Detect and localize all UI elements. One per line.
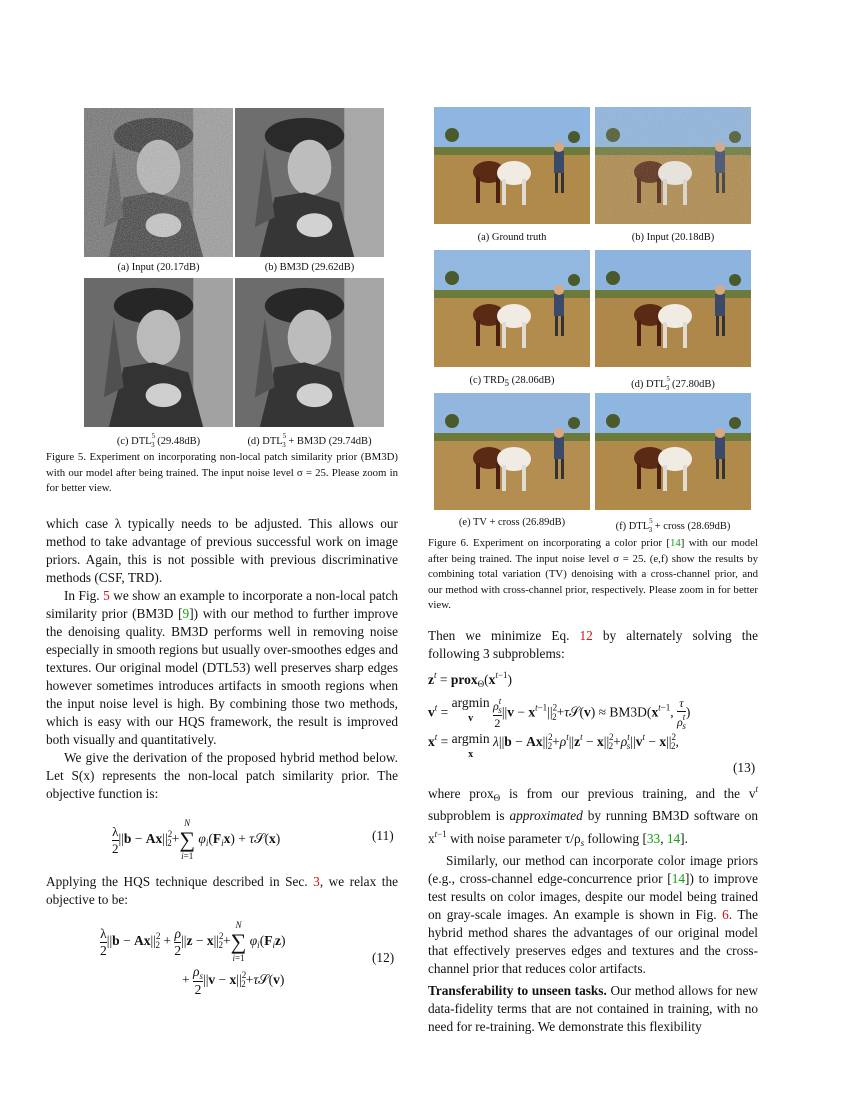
left-paragraph-1: which case λ typically needs to be adjusted. This allows our method to take advantage of previous successful work on image priors. Again, this is not possible with previous discriminative methods (CSF, TRD). — [46, 516, 398, 585]
ref-fig5-link[interactable]: 5 — [103, 588, 110, 603]
fig6-image-input — [595, 107, 751, 224]
ref-14-link[interactable]: 14 — [669, 537, 681, 549]
left-paragraph-2: In Fig. 5 we show an example to incorporate a non-local patch similarity prior (BM3D [9]) with our method to further improve the denoising quality. BM3D performs well in removing noise especially in smooth regions but usually over-smoothes edges and textures. Our original model (DTL53) well preserves sharp edges however sometimes introduces artifacts in smooth regions when the input noise level is high. By combining those two methods, which is easy with our HQS framework, the result is improved both visually and quantitatively. — [46, 588, 398, 747]
equation-11: $\frac{\lambda}{2}$ $||b - Ax||^2_2+$ N ∑ i=1 $\varphi_i(F_ix)$ + τ𝒮(x) — [112, 818, 281, 861]
ref-sec3-link[interactable]: 3 — [313, 874, 320, 889]
ref-14c-link[interactable]: 14 — [671, 871, 686, 886]
fig6-image-dtl-cross — [595, 393, 751, 510]
fig6-image-tv-cross — [434, 393, 590, 510]
equation-11-number: (11) — [372, 828, 394, 843]
fig6-subcaption-f: (f) $DTL^5_3$ + cross (28.69dB) — [615, 517, 731, 534]
fig5-image-dtl — [84, 278, 233, 427]
fig6-subcaption-b: (b) Input (20.18dB) — [631, 232, 715, 243]
left-column-text — [46, 515, 398, 803]
fig5-subcaption-b: (b) BM3D (29.62dB) — [264, 262, 355, 273]
left-paragraph-3: We give the derivation of the proposed hybrid method below. Let S(x) represents the non-local patch similarity prior. The objective function is: — [46, 750, 398, 801]
fig6-image-trd — [434, 250, 590, 367]
fig5-caption: Figure 5. Experiment on incorporating non-local patch similarity prior (BM3D) with our model after being trained. The input noise level σ = 25. Please zoom in for better view. — [46, 451, 398, 494]
fig5-image-bm3d — [235, 108, 384, 257]
fig5-subcaption-d: (d) $DTL^5_3 + BM3D$ (29.74dB) — [247, 432, 372, 449]
right-paragraph-3: Similarly, our method can incorporate color image priors (e.g., cross-channel edge-concurrence prior [14]) to improve test results on color images, despite our model being trained on gray-scale images. An example is shown in Fig. 6. The hybrid method shares the advantages of our original model that effectively preserves edges and textures and the cross-channel prior that reduces color artifacts. — [428, 853, 758, 976]
left-paragraph-4: Applying the HQS technique described in Sec. 3, we relax the objective to be: — [46, 874, 398, 907]
transferability-heading: Transferability to unseen tasks. — [428, 983, 607, 998]
fig5-image-input — [84, 108, 233, 257]
equation-13-line-v: $v^t = argmin$ v $\rho^t_s$ 2 $||v - x^{t-1}||^2_2+\tau 𝒮(v) \approx BM3D(x^{t-1}$, τ $\rho^t_s$ ) — [428, 695, 691, 731]
equation-12-line-1: $\frac{\lambda}{2}$ $||b - Ax||^2_2$ + $\frac{\rho}{2}$ $||z - x||^2_2+$ N ∑ i=1 $\varphi_i(F_iz)$ — [100, 920, 286, 963]
fig6-image-ground-truth — [434, 107, 590, 224]
right-paragraph-2: where prox$_\Theta$ is from our previous training, and the $v^t$ subproblem is approximated by running BM3D software on $x^{t-1}$ with noise parameter $\tau/\rho_s$ following [33, 14]. Similarly, our method can incorporate color image priors (e.g., cross-channel edge-concurrence prior [14]) to improve test results on color images, despite our model being trained on gray-scale images. An example is shown in Fig. 6. The hybrid method shares the advantages of our original model that effectively preserves edges and textures and the cross-channel prior that reduces color artifacts. Transferability to unseen tasks. Our method allows for new data-fidelity terms that are not contained in training, with no need for re-training. We demonstrate this flexibility — [428, 784, 759, 1034]
ref-14b-link[interactable]: 14 — [666, 831, 681, 846]
fig6-caption: Figure 6. Experiment on incorporating a color prior [14] with our model after being trained. The input noise level σ = 25. (e,f) show the results by combining total variation (TV) denoising with a cross-channel prior, and our method with cross-channel prior, respectively. Please zoom in for better view. — [428, 537, 758, 611]
equation-13-number: (13) — [733, 760, 756, 775]
fig5-subcaption-a: (a) Input (20.17dB) — [117, 262, 200, 273]
fig6-subcaption-e: (e) TV + cross (26.89dB) — [458, 517, 566, 528]
right-paragraph-4: Transferability to unseen tasks. Our method allows for new data-fidelity terms that are not contained in training, with no need for re-training. We demonstrate this flexibility — [428, 983, 759, 1034]
equation-12-line-2: + $\frac{\rho_s}{2}$ $||v - x||^2_2+\tau 𝒮(v)$ — [182, 964, 285, 997]
ref-33-link[interactable]: 33 — [646, 831, 661, 846]
fig6-subcaption-a: (a) Ground truth — [477, 232, 547, 243]
fig6-subcaption-c: (c) TRD5 (28.06dB) — [469, 375, 555, 388]
ref-eq12-link[interactable]: 12 — [579, 628, 593, 643]
equation-12-number: (12) — [372, 950, 395, 965]
ref-9-link[interactable]: 9 — [182, 606, 190, 621]
fig5-image-dtl-bm3d — [235, 278, 384, 427]
fig6-image-dtl — [595, 250, 751, 367]
equation-13-line-x: $x^t = argmin$ x $\lambda||b - Ax||^2_2+\rho^t||z^t - x||^2_2+\rho^t_s||v^t - x||^2_2$, — [428, 731, 679, 760]
ref-fig6-link[interactable]: 6 — [722, 907, 729, 922]
equation-13-line-z: $z^t$ = $prox_\Theta(x^{t-1})$ — [428, 670, 512, 689]
right-paragraph-1: Then we minimize Eq. 12 by alternately solving the following 3 subproblems: — [428, 628, 758, 661]
fig6-subcaption-d: (d) $DTL^5_3$ (27.80dB) — [631, 375, 715, 392]
fig5-subcaption-c: (c) $DTL^5_3$ (29.48dB) — [116, 432, 201, 449]
